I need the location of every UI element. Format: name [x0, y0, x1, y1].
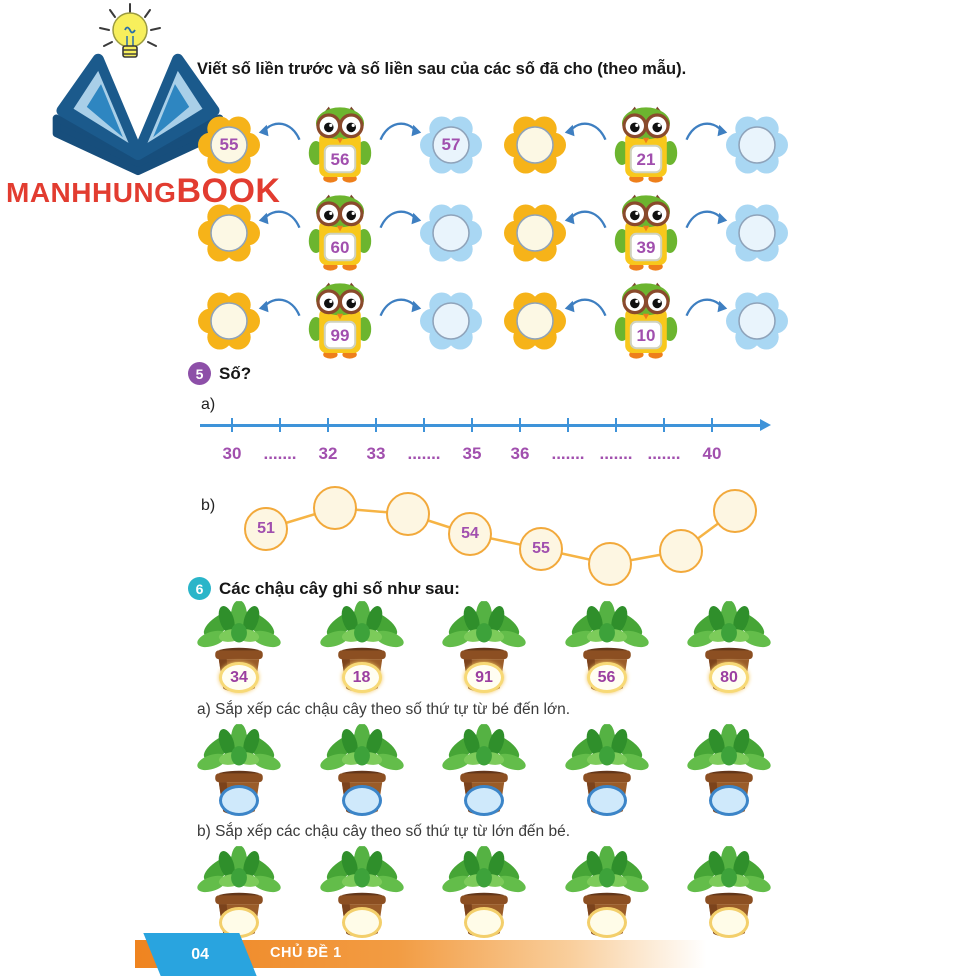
plant-pot — [563, 846, 651, 943]
prev-number-value — [504, 202, 566, 264]
plant-pot — [685, 724, 773, 821]
prev-number-flower — [504, 290, 566, 352]
next-number-value: 57 — [441, 135, 461, 154]
next-number-value — [726, 114, 788, 176]
number-neighbors-group-2 — [504, 102, 790, 188]
next-number-value — [420, 202, 482, 264]
tick-label: ....... — [407, 444, 441, 463]
arrow-left-icon — [563, 202, 609, 234]
exercise6-header — [188, 577, 460, 600]
given-number-value: 60 — [330, 238, 350, 258]
pot-number: 18 — [342, 662, 382, 693]
prev-number-flower — [198, 202, 260, 264]
arrow-left-icon — [563, 290, 609, 322]
plant-pot — [195, 724, 283, 821]
owl-character — [300, 190, 380, 276]
plant-pot — [318, 846, 406, 943]
pot-number: 56 — [587, 662, 627, 693]
page-number: 04 — [191, 945, 209, 963]
plant-pot — [440, 601, 528, 698]
owl-character — [300, 278, 380, 364]
next-number-value — [726, 202, 788, 264]
chain-circle — [386, 492, 430, 536]
answer-pots-row-descending — [195, 846, 773, 943]
owl-character — [606, 278, 686, 364]
pot-answer-slot — [587, 907, 627, 938]
prev-number-flower — [198, 114, 260, 176]
arrow-left-icon — [257, 290, 303, 322]
number-neighbors-group-4 — [504, 190, 790, 276]
plant-pot — [685, 601, 773, 698]
number-line — [200, 414, 775, 474]
pot-answer-slot — [709, 907, 749, 938]
plant-pot — [318, 601, 406, 698]
tick-label: ....... — [599, 444, 633, 463]
part-b-label: b) — [201, 497, 216, 514]
given-number-value: 56 — [330, 150, 350, 170]
given-number-value: 10 — [636, 326, 656, 346]
plant-pot — [563, 724, 651, 821]
tick-label: ....... — [263, 444, 297, 463]
pot-number: 91 — [464, 662, 504, 693]
numbered-pots-row — [195, 601, 773, 698]
tick-label: 32 — [318, 444, 338, 463]
arrow-left-icon — [563, 114, 609, 146]
next-number-flower — [420, 290, 482, 352]
number-neighbors-group-3 — [198, 190, 484, 276]
next-number-value — [420, 290, 482, 352]
prev-number-value — [504, 290, 566, 352]
number-line-arrowhead — [760, 419, 771, 431]
pot-answer-slot — [342, 785, 382, 816]
next-number-value — [726, 290, 788, 352]
pot-answer-slot — [219, 785, 259, 816]
next-number-flower — [726, 114, 788, 176]
tick-label: 36 — [510, 444, 530, 463]
chain-circle: 55 — [519, 527, 563, 571]
tick-label: 33 — [366, 444, 386, 463]
owl-character — [606, 102, 686, 188]
owl-row-1 — [198, 102, 790, 188]
pot-answer-slot — [587, 785, 627, 816]
owl-character — [606, 190, 686, 276]
arrow-right-icon — [683, 290, 729, 322]
tick-label: 30 — [222, 444, 242, 463]
chain-circle — [659, 529, 703, 573]
brand-primary: MANHHUNG — [6, 177, 177, 208]
exercise5-title: Số? — [219, 363, 252, 383]
page-number-ribbon — [143, 933, 256, 976]
exercise6-title: Các chậu cây ghi số như sau: — [219, 578, 460, 598]
chapter-label: CHỦ ĐỀ 1 — [270, 945, 342, 961]
exercise5-badge: 5 — [188, 362, 211, 385]
prev-number-value — [198, 202, 260, 264]
tick-label: 35 — [462, 444, 482, 463]
given-number-value: 99 — [330, 326, 350, 346]
prev-number-flower — [504, 202, 566, 264]
chain-circle: 51 — [244, 507, 288, 551]
part-b-instruction: b) Sắp xếp các chậu cây theo số thứ tự từ lớn đến bé. — [197, 823, 571, 840]
plant-pot — [440, 724, 528, 821]
next-number-flower — [726, 290, 788, 352]
prev-number-value — [198, 290, 260, 352]
owl-row-3 — [198, 278, 790, 364]
prev-number-flower — [198, 290, 260, 352]
arrow-left-icon — [257, 114, 303, 146]
next-number-flower — [726, 202, 788, 264]
given-number-value: 39 — [636, 238, 656, 258]
part-a-label: a) — [201, 396, 216, 413]
plant-pot — [440, 846, 528, 943]
exercise6-badge: 6 — [188, 577, 211, 600]
given-number-value: 21 — [636, 150, 656, 170]
number-chain — [238, 486, 768, 591]
pot-answer-slot — [464, 785, 504, 816]
pot-answer-slot — [464, 907, 504, 938]
number-line-labels — [208, 444, 736, 464]
arrow-right-icon — [377, 202, 423, 234]
plant-pot — [195, 846, 283, 943]
tick-label: ....... — [551, 444, 585, 463]
prev-number-value: 55 — [219, 135, 239, 154]
exercise4-title: Viết số liền trước và số liền sau của các số đã cho (theo mẫu). — [197, 60, 687, 78]
plant-pot — [685, 846, 773, 943]
arrow-right-icon — [377, 290, 423, 322]
tick-label: 40 — [702, 444, 722, 463]
part-a-instruction: a) Sắp xếp các chậu cây theo số thứ tự từ bé đến lớn. — [197, 701, 571, 718]
plant-pot — [318, 724, 406, 821]
pot-answer-slot — [342, 907, 382, 938]
chain-circle — [713, 489, 757, 533]
number-neighbors-group-1 — [198, 102, 484, 188]
brand-secondary: BOOK — [176, 172, 281, 210]
arrow-right-icon — [377, 114, 423, 146]
arrow-left-icon — [257, 202, 303, 234]
number-neighbors-group-5 — [198, 278, 484, 364]
next-number-flower — [420, 202, 482, 264]
prev-number-flower — [504, 114, 566, 176]
arrow-right-icon — [683, 202, 729, 234]
arrow-right-icon — [683, 114, 729, 146]
pot-answer-slot — [709, 785, 749, 816]
next-number-flower — [420, 114, 482, 176]
plant-pot — [195, 601, 283, 698]
owl-row-2 — [198, 190, 790, 276]
answer-pots-row-ascending — [195, 724, 773, 821]
tick-label: ....... — [647, 444, 681, 463]
chain-circle — [313, 486, 357, 530]
number-neighbors-group-6 — [504, 278, 790, 364]
plant-pot — [563, 601, 651, 698]
number-line-ticks — [208, 418, 736, 432]
chain-circle — [588, 542, 632, 586]
chain-circle: 54 — [448, 512, 492, 556]
pot-number: 34 — [219, 662, 259, 693]
prev-number-value — [504, 114, 566, 176]
exercise5-header — [188, 362, 251, 385]
owl-character — [300, 102, 380, 188]
pot-number: 80 — [709, 662, 749, 693]
